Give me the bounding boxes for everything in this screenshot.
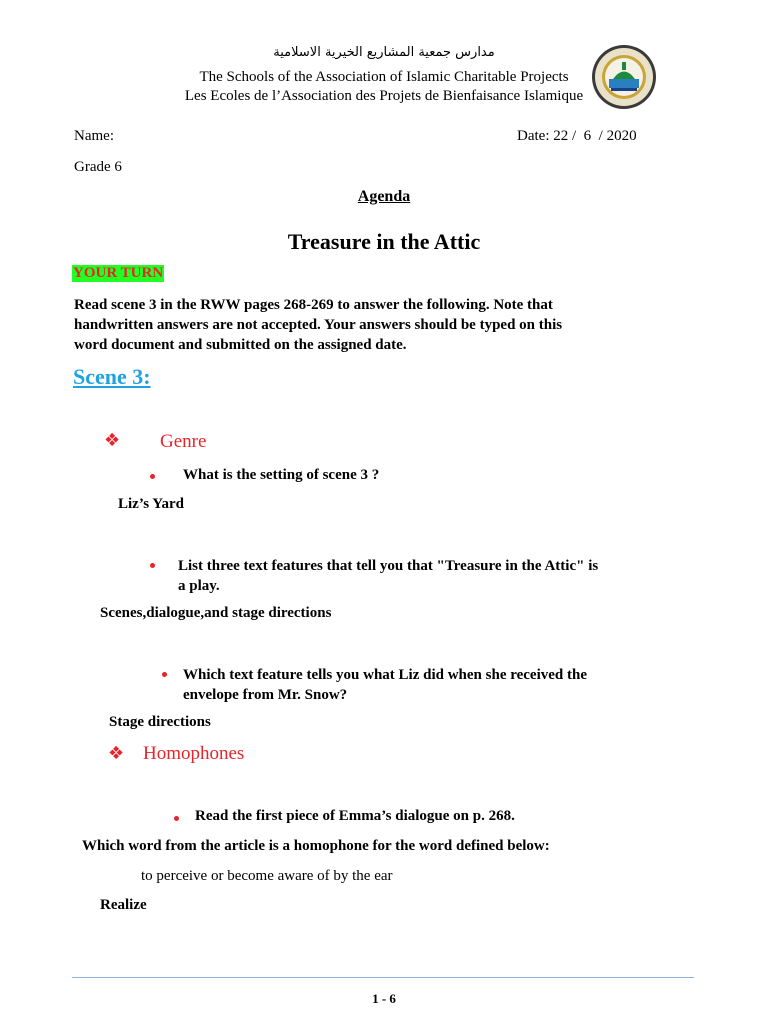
genre-question-3 [183,665,587,705]
diamond-bullet-icon: ❖ [104,430,121,451]
question-line: Which text feature tells you what Liz did when she received the [183,667,587,683]
your-turn-label: YOUR TURN [73,265,164,281]
instructions-line: word document and submitted on the assigned date. [74,337,407,353]
genre-answer-2: Scenes,dialogue,and stage directions [100,605,332,621]
instructions-line: handwritten answers are not accepted. Your answers should be typed on this [74,317,563,333]
genre-heading: Genre [160,431,207,452]
grade-label: Grade 6 [74,159,122,175]
instructions [74,295,562,355]
agenda-heading: Agenda [357,188,411,205]
english-school-name: The Schools of the Association of Islamic Charitable Projects [199,69,569,85]
arabic-school-name: مدارس جمعية المشاريع الخيرية الاسلامية [273,45,495,60]
homophones-question-2: Which word from the article is a homophone for the word defined below: [82,838,550,854]
question-line: a play. [178,578,220,594]
genre-answer-3: Stage directions [109,714,211,730]
scene-heading: Scene 3: [73,364,151,389]
question-line: List three text features that tell you that "Treasure in the Attic" is [178,558,599,574]
bullet-icon [150,474,155,479]
name-label: Name: [74,128,114,144]
homophone-definition: to perceive or become aware of by the ear [141,868,393,884]
document-title: Treasure in the Attic [287,229,481,254]
diamond-bullet-icon: ❖ [108,743,125,764]
homophones-answer: Realize [100,897,147,913]
genre-question-1: What is the setting of scene 3 ? [183,467,380,483]
instructions-line: Read scene 3 in the RWW pages 268-269 to answer the following. Note that [74,297,553,313]
homophones-question-1: Read the first piece of Emma’s dialogue on p. 268. [195,808,515,824]
bullet-icon [174,816,179,821]
homophones-heading: Homophones [143,743,245,764]
french-school-name: Les Ecoles de l’Association des Projets de Bienfaisance Islamique [184,88,584,104]
question-line: envelope from Mr. Snow? [183,687,348,703]
genre-answer-1: Liz’s Yard [118,496,184,512]
footer-rule [72,977,694,978]
page-number: 1 - 6 [372,991,396,1006]
date-text: Date: 22 / 6 / 2020 [517,128,637,144]
bullet-icon [162,672,167,677]
genre-question-2 [178,556,598,596]
bullet-icon [150,563,155,568]
